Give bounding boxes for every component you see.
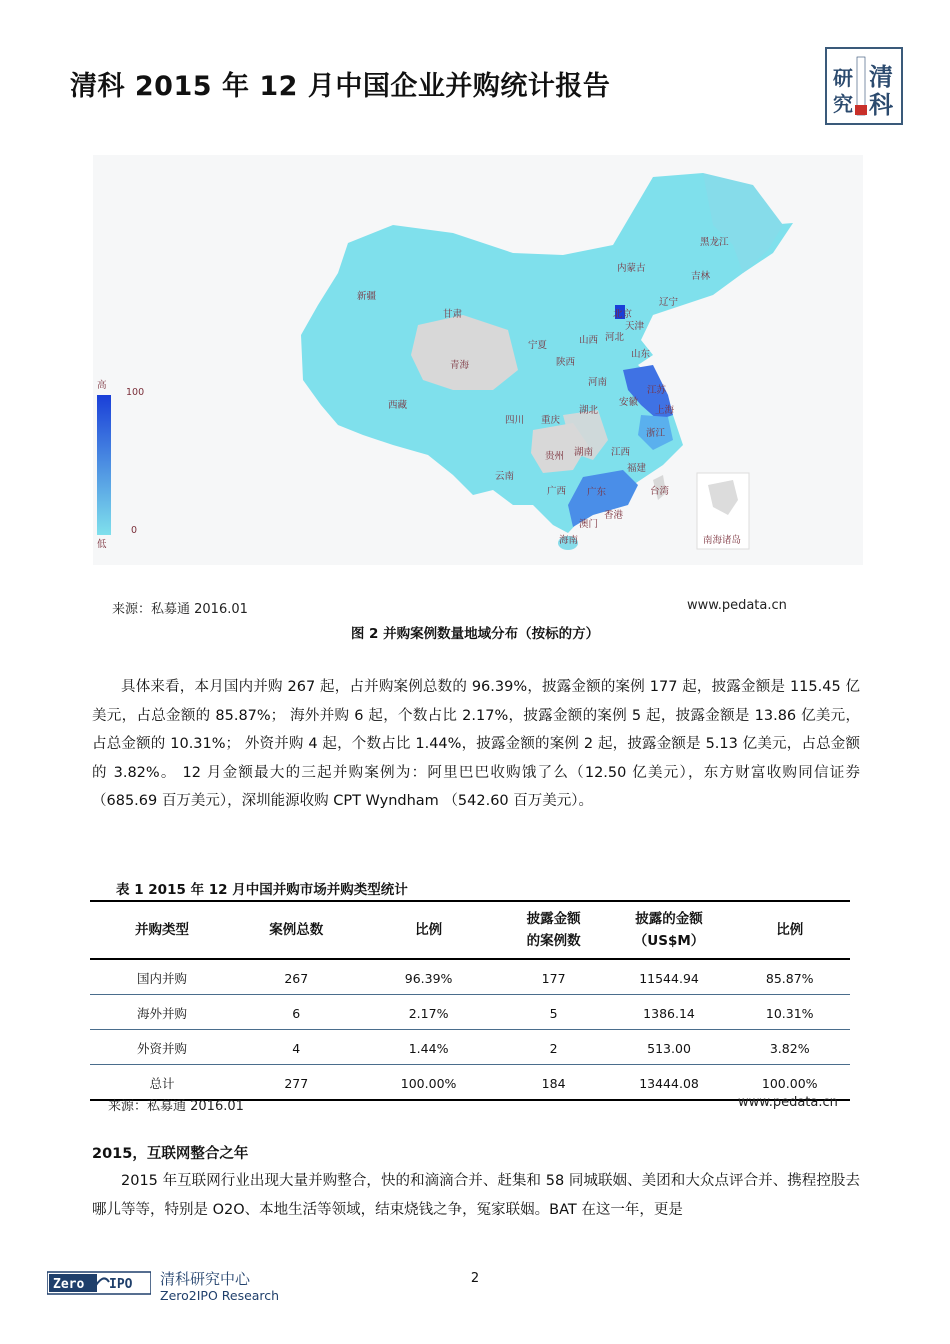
china-ma-map [93, 155, 863, 565]
svg-text:高: 高 [97, 380, 107, 391]
table-cell: 6 [234, 995, 359, 1030]
footer-org-cn: 清科研究中心 [160, 1270, 251, 1288]
label-jiangsu: 江苏 [647, 385, 667, 396]
label-heilongjiang: 黑龙江 [700, 237, 729, 248]
label-xinjiang: 新疆 [357, 291, 377, 302]
table-cell: 267 [234, 959, 359, 995]
label-neimenggu: 内蒙古 [617, 263, 646, 274]
label-xizang: 西藏 [388, 400, 408, 411]
label-liaoning: 辽宁 [659, 297, 679, 308]
table-cell: 100.00% [359, 1065, 499, 1101]
label-hunan: 湖南 [574, 447, 594, 458]
label-shaanxi: 陕西 [556, 357, 576, 368]
svg-text:低: 低 [97, 539, 107, 550]
label-tianjin: 天津 [625, 321, 645, 332]
table-cell: 85.87% [729, 959, 850, 995]
label-hongkong: 香港 [604, 510, 624, 521]
label-jilin: 吉林 [691, 271, 711, 282]
footer-org-en: Zero2IPO Research [160, 1288, 280, 1303]
label-sichuan: 四川 [505, 415, 525, 426]
label-guangxi: 广西 [547, 486, 567, 497]
table-cell: 3.82% [729, 1030, 850, 1065]
label-gansu: 甘肃 [443, 309, 463, 320]
col-header: 披露金额 的案例数 [499, 901, 609, 959]
table-row [90, 1030, 850, 1065]
table-cell: 总计 [90, 1065, 234, 1101]
col-header: 比例 [729, 901, 850, 959]
section-paragraph: 2015 年互联网行业出现大量并购整合，快的和滴滴合并、赶集和 58 同城联姻、美团和大众点评合并、携程控股去哪儿等等，特别是 O2O、本地生活等领域，结束烧钱之争，冤家联姻。BAT 在这一年，更是 [92, 1173, 860, 1218]
table-cell: 1.44% [359, 1030, 499, 1065]
label-qinghai: 青海 [450, 360, 470, 371]
col-header: 案例总数 [234, 901, 359, 959]
svg-text:清: 清 [869, 62, 893, 91]
table-row [90, 995, 850, 1030]
label-hubei: 湖北 [579, 405, 599, 416]
table-cell: 1386.14 [609, 995, 730, 1030]
label-chongqing: 重庆 [541, 415, 561, 426]
svg-text:南海诸岛: 南海诸岛 [703, 535, 742, 546]
figure-source: 来源：私募通 2016.01 [112, 602, 248, 617]
table-source: 来源：私募通 2016.01 [108, 1099, 244, 1114]
label-macau: 澳门 [579, 519, 599, 530]
label-hainan: 海南 [559, 535, 579, 546]
table-cell: 2.17% [359, 995, 499, 1030]
label-jiangxi: 江西 [611, 447, 631, 458]
table-cell: 4 [234, 1030, 359, 1065]
table-cell: 96.39% [359, 959, 499, 995]
svg-text:IPO: IPO [109, 1277, 133, 1292]
svg-text:0: 0 [131, 525, 138, 536]
table-site: www.pedata.cn [738, 1095, 838, 1110]
label-ningxia: 宁夏 [528, 340, 548, 351]
label-yunnan: 云南 [495, 471, 515, 482]
label-shanghai: 上海 [655, 405, 675, 416]
body-paragraph-1: 具体来看，本月国内并购 267 起，占并购案例总数的 96.39%，披露金额的案例 177 起，披露金额是 115.45 亿美元，占总金额的 85.87%； 海外并购 6 起，个数占比 2.17%，披露金额的案例 5 起，披露金额是 13.86 亿美元，占总金额的 10.31%； 外资并购 4 起，个数占比 1.44%，披露金额的案例 2 起，披露金额是 5.13 亿美元，占总金额的 3.82%。 12 月金额最大的三起并购案例为：阿里巴巴收购饿了么（12.50 亿美元），东方财富收购同信证券 （685.69 百万美元），深圳能源收购 CPT Wyndham （542.60 百万美元）。 [92, 679, 860, 809]
table-cell: 177 [499, 959, 609, 995]
table-cell: 2 [499, 1030, 609, 1065]
table-cell: 11544.94 [609, 959, 730, 995]
label-taiwan: 台湾 [650, 486, 670, 497]
ma-type-table [90, 900, 850, 1101]
zero2ipo-research-logo [825, 47, 903, 125]
label-shandong: 山东 [631, 349, 651, 360]
label-henan: 河南 [588, 377, 608, 388]
figure-caption: 图 2 并购案例数量地域分布（按标的方） [350, 626, 600, 642]
col-header: 比例 [359, 901, 499, 959]
table-row [90, 959, 850, 995]
table-header-row [90, 901, 850, 959]
label-shanxi: 山西 [579, 335, 599, 346]
col-header: 并购类型 [90, 901, 234, 959]
page-number: 2 [470, 1271, 480, 1286]
table-cell: 513.00 [609, 1030, 730, 1065]
table-cell: 国内并购 [90, 959, 234, 995]
label-guizhou: 贵州 [545, 451, 565, 462]
table-cell: 10.31% [729, 995, 850, 1030]
label-fujian: 福建 [627, 463, 647, 474]
label-beijing: 北京 [613, 309, 633, 320]
col-header: 披露的金额 （US$M） [609, 901, 730, 959]
svg-text:100: 100 [126, 387, 145, 398]
table-cell: 184 [499, 1065, 609, 1101]
figure-site: www.pedata.cn [687, 598, 787, 613]
table-cell: 277 [234, 1065, 359, 1101]
table-cell: 外资并购 [90, 1030, 234, 1065]
label-anhui: 安徽 [619, 397, 639, 408]
table-cell: 13444.08 [609, 1065, 730, 1101]
table-title: 表 1 2015 年 12 月中国并购市场并购类型统计 [116, 882, 408, 898]
label-hebei: 河北 [605, 332, 625, 343]
svg-text:研: 研 [833, 66, 853, 90]
label-zhejiang: 浙江 [646, 428, 666, 439]
svg-text:Zero: Zero [53, 1277, 85, 1292]
svg-text:科: 科 [869, 90, 893, 119]
table-cell: 5 [499, 995, 609, 1030]
table-cell: 海外并购 [90, 995, 234, 1030]
table-cell: 100.00% [729, 1065, 850, 1101]
section-heading: 2015，互联网整合之年 [92, 1146, 249, 1162]
svg-text:究: 究 [833, 92, 853, 116]
label-guangdong: 广东 [587, 487, 607, 498]
page-title: 清科 2015 年 12 月中国企业并购统计报告 [70, 71, 611, 102]
